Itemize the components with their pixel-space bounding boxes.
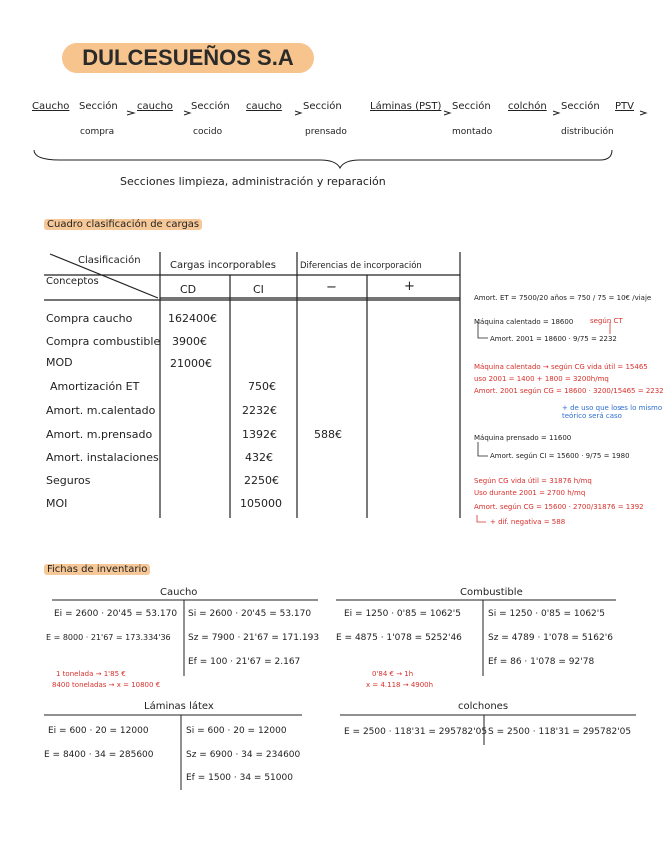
note-red-7: + dif. negativa = 588 <box>490 518 566 526</box>
note-amort-et: Amort. ET = 7500/20 años = 750 / 75 = 10€ /viaje <box>474 294 652 302</box>
col-minus: − <box>326 280 337 295</box>
flow-step: Sección <box>303 101 342 112</box>
note-red-3: Amort. 2001 según CG = 18600 · 3200/15465 = 2232 <box>474 387 664 395</box>
row-concept: Amort. m.prensado <box>46 428 153 441</box>
flow-step-sub: montado <box>452 127 493 137</box>
flow-step: Sección <box>452 101 491 112</box>
lam-left-0: Ei = 600 · 20 = 12000 <box>48 726 149 736</box>
note-amort-calentado: Amort. 2001 = 18600 · 9/75 = 2232 <box>490 335 617 343</box>
row-minus: 588€ <box>314 428 342 441</box>
note-maquina-prensado: Máquina prensado = 11600 <box>474 434 572 442</box>
note-red-4: Según CG vida útil = 31876 h/mq <box>474 477 592 485</box>
fichas-heading: Fichas de inventario <box>44 564 150 575</box>
caucho-right-1: Sz = 7900 · 21'67 = 171.193 <box>188 633 320 643</box>
row-concept: Compra combustible <box>46 335 161 348</box>
comb-note-2: x = 4.118 → 4900h <box>366 681 434 689</box>
comb-right-2: Ef = 86 · 1'078 = 92'78 <box>488 657 595 667</box>
ficha-caucho-title: Caucho <box>160 587 198 598</box>
row-cd: 3900€ <box>172 335 207 348</box>
row-cd: 162400€ <box>168 312 217 325</box>
ficha-combustible-title: Combustible <box>460 587 523 598</box>
caucho-left-0: Ei = 2600 · 20'45 = 53.170 <box>54 609 178 619</box>
caucho-note-1: 1 tonelada → 1'85 € <box>56 670 126 678</box>
flow-step-sub: distribución <box>561 127 614 137</box>
row-concept: MOD <box>46 356 73 369</box>
note-red-6: Amort. según CG = 15600 · 2700/31876 = 1392 <box>474 503 644 511</box>
row-ci: 105000 <box>240 497 282 510</box>
note-red-5: Uso durante 2001 = 2700 h/mq <box>474 489 586 497</box>
flow-step: Láminas (PST) <box>370 101 442 112</box>
flow-step: Caucho <box>32 101 70 112</box>
comb-right-1: Sz = 4789 · 1'078 = 5162'6 <box>488 633 613 643</box>
flow-step: caucho <box>137 101 173 112</box>
caucho-right-2: Ef = 100 · 21'67 = 2.167 <box>188 657 301 667</box>
note-blue-3: es lo mismo <box>620 404 663 412</box>
row-cd: 21000€ <box>170 357 212 370</box>
diag-label-top: Clasificación <box>78 255 141 266</box>
cuadro-heading: Cuadro clasificación de cargas <box>44 219 202 230</box>
comb-right-0: Si = 1250 · 0'85 = 1062'5 <box>488 609 605 619</box>
col-ci: CI <box>253 283 264 296</box>
head-diferencias: Diferencias de incorporación <box>300 261 422 271</box>
row-ci: 1392€ <box>242 428 277 441</box>
caucho-right-0: Si = 2600 · 20'45 = 53.170 <box>188 609 312 619</box>
colch-right-0: S = 2500 · 118'31 = 295782'05 <box>488 727 632 737</box>
diag-label-bottom: Conceptos <box>46 276 99 287</box>
comb-left-1: E = 4875 · 1'078 = 5252'46 <box>336 633 462 643</box>
flow-step: Sección <box>79 101 118 112</box>
lam-left-1: E = 8400 · 34 = 285600 <box>44 750 154 760</box>
row-concept: Amort. instalaciones <box>46 451 159 464</box>
col-plus: + <box>404 279 415 294</box>
row-concept: Amortización ET <box>50 380 140 393</box>
note-blue-1: + de uso que los <box>562 404 621 412</box>
flow-step: colchón <box>508 101 547 112</box>
flow-step: PTV <box>615 101 634 112</box>
caucho-note-2: 8400 toneladas → x = 10800 € <box>52 681 161 689</box>
row-ci: 750€ <box>248 380 276 393</box>
ficha-laminas-title: Láminas látex <box>144 701 214 712</box>
sections-note: Secciones limpieza, administración y reparación <box>120 175 386 188</box>
ficha-colchones-title: colchones <box>458 701 509 712</box>
row-ci: 432€ <box>245 451 273 464</box>
row-ci: 2232€ <box>242 404 277 417</box>
comb-left-0: Ei = 1250 · 0'85 = 1062'5 <box>344 609 461 619</box>
flow-step: Sección <box>191 101 230 112</box>
head-incorporables: Cargas incorporables <box>170 260 276 271</box>
colch-left-0: E = 2500 · 118'31 = 295782'05 <box>344 727 488 737</box>
lam-right-2: Ef = 1500 · 34 = 51000 <box>186 773 293 783</box>
col-cd: CD <box>180 283 197 296</box>
row-concept: MOI <box>46 497 68 510</box>
note-amort-prensado: Amort. según CI = 15600 · 9/75 = 1980 <box>490 452 630 460</box>
row-concept: Amort. m.calentado <box>46 404 156 417</box>
row-concept: Compra caucho <box>46 312 133 325</box>
note-red-1: Máquina calentado → según CG vida útil = 15465 <box>474 363 648 371</box>
comb-note-1: 0'84 € → 1h <box>372 670 414 678</box>
row-concept: Seguros <box>46 474 91 487</box>
flow-step-sub: cocido <box>193 127 223 137</box>
flow-step-sub: prensado <box>305 127 347 137</box>
page-title: DULCESUEÑOS S.A <box>62 43 314 73</box>
note-red-2: uso 2001 = 1400 + 1800 = 3200h/mq <box>474 375 609 383</box>
note-maquina-calentado: Máquina calentado = 18600 <box>474 318 574 326</box>
lam-right-1: Sz = 6900 · 34 = 234600 <box>186 750 301 760</box>
note-segun-ct: según CT <box>590 317 623 325</box>
caucho-left-1: E = 8000 · 21'67 = 173.334'36 <box>46 633 171 642</box>
flow-step: Sección <box>561 101 600 112</box>
flow-step: caucho <box>246 101 282 112</box>
note-blue-2: teórico será caso <box>562 412 622 420</box>
flow-step-sub: compra <box>80 127 115 137</box>
lam-right-0: Si = 600 · 20 = 12000 <box>186 726 287 736</box>
row-ci: 2250€ <box>244 474 279 487</box>
